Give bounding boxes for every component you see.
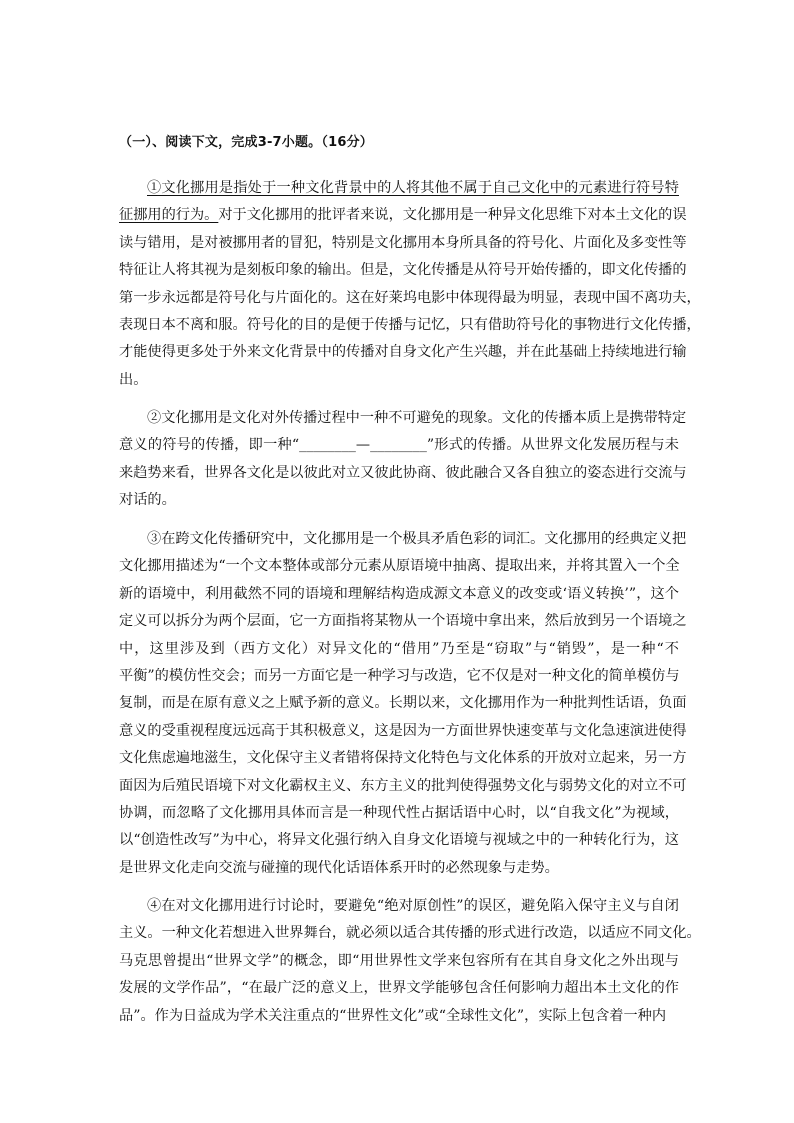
paragraph-line (119, 405, 687, 432)
line-text: 主义。一种文化若想进入世界舞台，就必须以适合其传播的形式进行改造，以适应不同文化。 (119, 925, 701, 942)
paragraph-line (119, 526, 687, 553)
line-text: 平衡”的模仿性交会；而另一方面它是一种学习与改造，它不仅是对一种文化的简单模仿与 (119, 667, 680, 684)
paragraph-line (119, 285, 701, 312)
paragraph-line (119, 920, 701, 947)
paragraph-line (119, 745, 687, 772)
underlined-text: ①文化挪用是指处于一种文化背景中的人将其他不属于自己文化中的元素进行符号特 (147, 180, 679, 196)
line-text: 是世界文化走向交流与碰撞的现代化话语体系开时的必然现象与走势。 (119, 859, 559, 876)
line-text: 协调，而忽略了文化挪用具体而言是一种现代性占据话语中心时，以“自我文化”为视域， (119, 804, 679, 821)
paragraph-line (119, 690, 687, 717)
line-text: ④在对文化挪用进行讨论时，要避免“绝对原创性”的误区，避免陷入保守主义与自闭 (147, 898, 679, 914)
underlined-text: 征挪用的行为。 (119, 207, 219, 224)
paragraph-3 (119, 526, 687, 882)
line-text: 对于文化挪用的批评者来说，文化挪用是一种异文化思维下对本土文化的误 (218, 207, 687, 224)
line-text: 表现日本不离和服。符号化的目的是便于传播与记忆，只有借助符号化的事物进行文化传播， (119, 316, 701, 333)
line-text: 才能使得更多处于外来文化背景中的传播对自身文化产生兴趣，并在此基础上持续地进行输 (119, 344, 687, 361)
paragraph-line (119, 1003, 679, 1030)
paragraph-line (119, 257, 687, 284)
paragraph-1 (119, 175, 701, 394)
paragraph-line (119, 230, 687, 257)
paragraph-line (119, 773, 687, 800)
line-text: 面因为后殖民语境下对文化霸权主义、东方主义的批判使得强势文化与弱势文化的对立不可 (119, 777, 687, 794)
line-text: 特征让人将其视为是刻板印象的输出。但是，文化传播是从符号开始传播的，即文化传播的 (119, 262, 687, 279)
paragraph-2 (119, 405, 687, 515)
paragraph-line (119, 460, 687, 487)
paragraph-line (119, 893, 679, 920)
line-text: 意义的符号的传播，即一种“________—________”形式的传播。从世界文化发展历程与未 (119, 437, 679, 454)
line-text: 来趋势来看，世界各文化是以彼此对立又彼此协商、彼此融合又各自独立的姿态进行交流与 (119, 464, 687, 481)
line-text: 出。 (119, 371, 148, 388)
paragraph-line (119, 312, 701, 339)
line-text: 对话的。 (119, 492, 176, 509)
paragraph-line (119, 636, 679, 663)
paragraph-line (119, 175, 679, 202)
section-heading: （一）、阅读下文，完成3-7小题。（16分） (119, 135, 373, 150)
line-text: ②文化挪用是文化对外传播过程中一种不可避免的现象。文化的传播本质上是携带特定 (147, 410, 687, 426)
paragraph-line (119, 432, 679, 459)
line-text: 以“创造性改写”为中心，将异文化强行纳入自身文化语境与视域之中的一种转化行为，这 (119, 832, 679, 849)
paragraph-line (119, 855, 679, 882)
paragraph-line (119, 339, 687, 366)
line-text: 读与错用，是对被挪用者的冒犯，特别是文化挪用本身所具备的符号化、片面化及多变性等 (119, 234, 687, 251)
line-text: 定义可以拆分为两个层面，它一方面指将某物从一个语境中拿出来，然后放到另一个语境之 (119, 613, 687, 630)
paragraph-line (119, 718, 687, 745)
paragraph-line (119, 367, 679, 394)
line-text: 第一步永远都是符号化与片面化的。这在好莱坞电影中体现得最为明显，表现中国不离功夫， (119, 289, 701, 306)
paragraph-line (119, 581, 679, 608)
paragraph-line (119, 553, 679, 580)
paragraph-line (119, 948, 679, 975)
paragraph-line (119, 663, 679, 690)
paragraph-line (119, 608, 687, 635)
paragraph-line (119, 975, 679, 1002)
line-text: 意义的受重视程度远远高于其积极意义，这是因为一方面世界快速变革与文化急速演进使得 (119, 722, 687, 739)
line-text: 发展的文学作品”，“在最广泛的意义上，世界文学能够包含任何影响力超出本土文化的作 (119, 980, 679, 997)
paragraph-line (119, 800, 679, 827)
line-text: ③在跨文化传播研究中，文化挪用是一个极具矛盾色彩的词汇。文化挪用的经典定义把 (147, 531, 687, 547)
paragraph-4 (119, 893, 701, 1030)
line-text: 品”。作为日益成为学术关注重点的“世界性文化”或“全球性文化”，实际上包含着一种内 (119, 1007, 667, 1024)
line-text: 复制，而是在原有意义之上赋予新的意义。长期以来，文化挪用作为一种批判性话语，负面 (119, 695, 687, 712)
paragraph-line (119, 202, 687, 229)
paragraph-line (119, 487, 679, 514)
paragraph-line (119, 827, 679, 854)
line-text: 文化挪用描述为“一个文本整体或部分元素从原语境中抽离、提取出来，并将其置入一个全 (119, 558, 680, 575)
line-text: 马克思曾提出“世界文学”的概念，即“用世界性文学来包容所有在其自身文化之外出现与 (119, 952, 679, 969)
line-text: 新的语境中，利用截然不同的语境和理解结构造成源文本意义的改变或‘语义转换’”，这个 (119, 585, 679, 602)
line-text: 中，这里涉及到（西方文化）对异文化的“借用”乃至是“窃取”与“销毁”，是一种“不 (119, 640, 679, 657)
line-text: 文化焦虑遍地滋生，文化保守主义者错将保持文化特色与文化体系的开放对立起来，另一方 (119, 750, 687, 767)
